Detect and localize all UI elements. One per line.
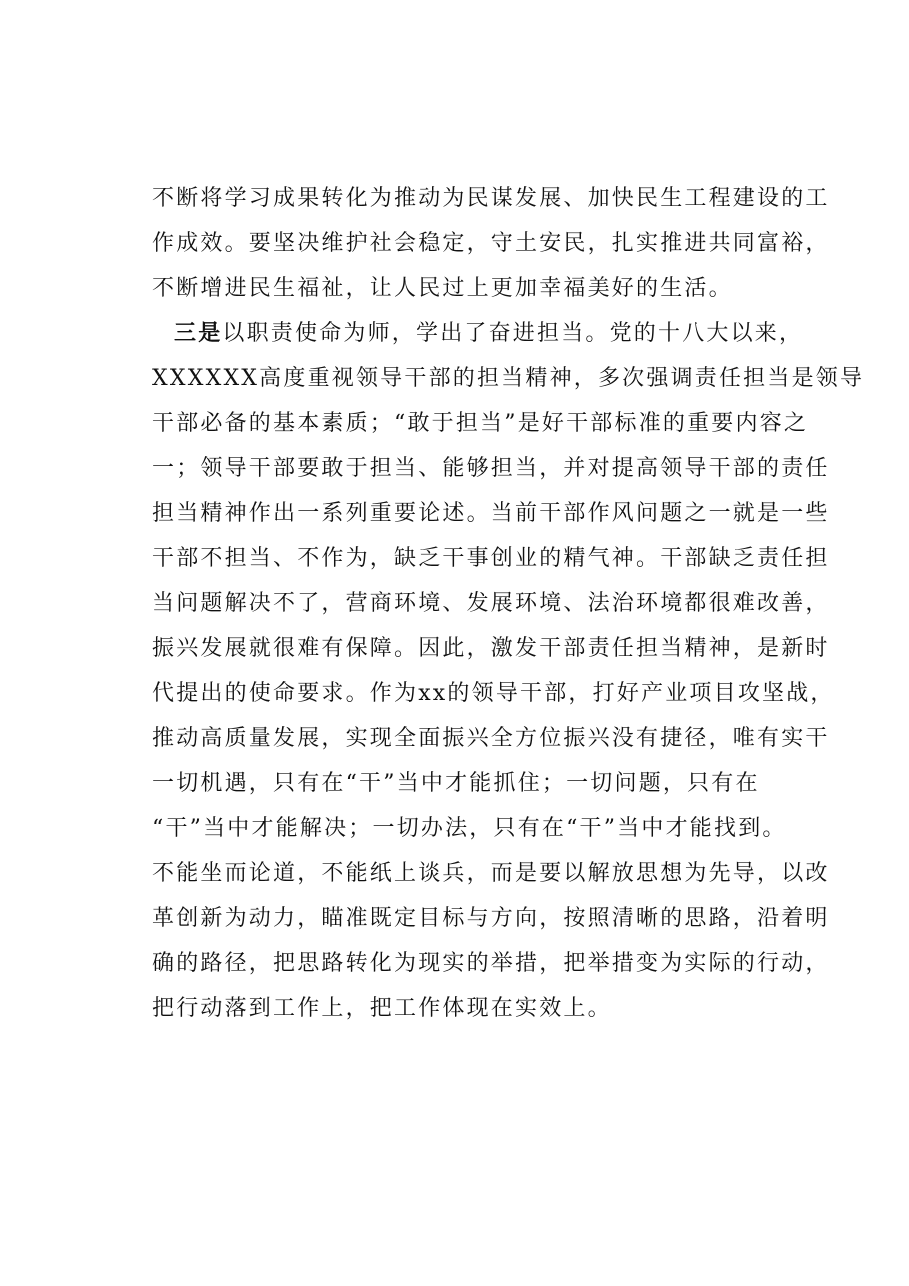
text-line: XXXXXX高度重视领导干部的担当精神，多次强调责任担当是领导 bbox=[152, 366, 865, 391]
paragraph-first-line-text: 以职责使命为师，学出了奋进担当。党的十八大以来， bbox=[222, 321, 804, 346]
text-line: 振兴发展就很难有保障。因此，激发干部责任担当精神，是新时 bbox=[152, 636, 830, 661]
text-line: 推动高质量发展，实现全面振兴全方位振兴没有捷径，唯有实干 bbox=[152, 726, 830, 751]
text-line: 把行动落到工作上，把工作体现在实效上。 bbox=[152, 996, 612, 1021]
text-line: 一；领导干部要敢于担当、能够担当，并对提高领导干部的责任 bbox=[152, 456, 830, 481]
document-body bbox=[152, 176, 865, 1031]
paragraph-2-first-line bbox=[152, 311, 802, 356]
text-line: 确的路径，把思路转化为现实的举措，把举措变为实际的行动， bbox=[152, 951, 830, 976]
text-line: 担当精神作出一系列重要论述。当前干部作风问题之一就是一些 bbox=[152, 501, 830, 526]
text-line: 代提出的使命要求。作为xx的领导干部，打好产业项目攻坚战， bbox=[152, 681, 835, 706]
text-line: 不能坐而论道，不能纸上谈兵，而是要以解放思想为先导，以改 bbox=[152, 861, 830, 886]
text-line: 干部不担当、不作为，缺乏干事创业的精气神。干部缺乏责任担 bbox=[152, 546, 830, 571]
paragraph-1 bbox=[152, 176, 830, 311]
text-line: 一切机遇，只有在“干”当中才能抓住；一切问题，只有在 bbox=[152, 771, 760, 796]
text-line: 不断将学习成果转化为推动为民谋发展、加快民生工程建设的工 bbox=[152, 186, 830, 211]
paragraph-lead-heading: 三是 bbox=[174, 320, 223, 346]
text-line: 不断增进民生福祉，让人民过上更加幸福美好的生活。 bbox=[152, 276, 733, 301]
text-line: 作成效。要坚决维护社会稳定，守土安民，扎实推进共同富裕， bbox=[152, 231, 830, 256]
text-line: 革创新为动力，瞄准既定目标与方向，按照清晰的思路，沿着明 bbox=[152, 906, 830, 931]
paragraph-2 bbox=[152, 311, 865, 1031]
text-line: 干部必备的基本素质；“敢于担当”是好干部标准的重要内容之 bbox=[152, 411, 809, 436]
text-line: 当问题解决不了，营商环境、发展环境、法治环境都很难改善， bbox=[152, 591, 830, 616]
text-line: “干”当中才能解决；一切办法，只有在“干”当中才能找到。 bbox=[152, 816, 787, 841]
